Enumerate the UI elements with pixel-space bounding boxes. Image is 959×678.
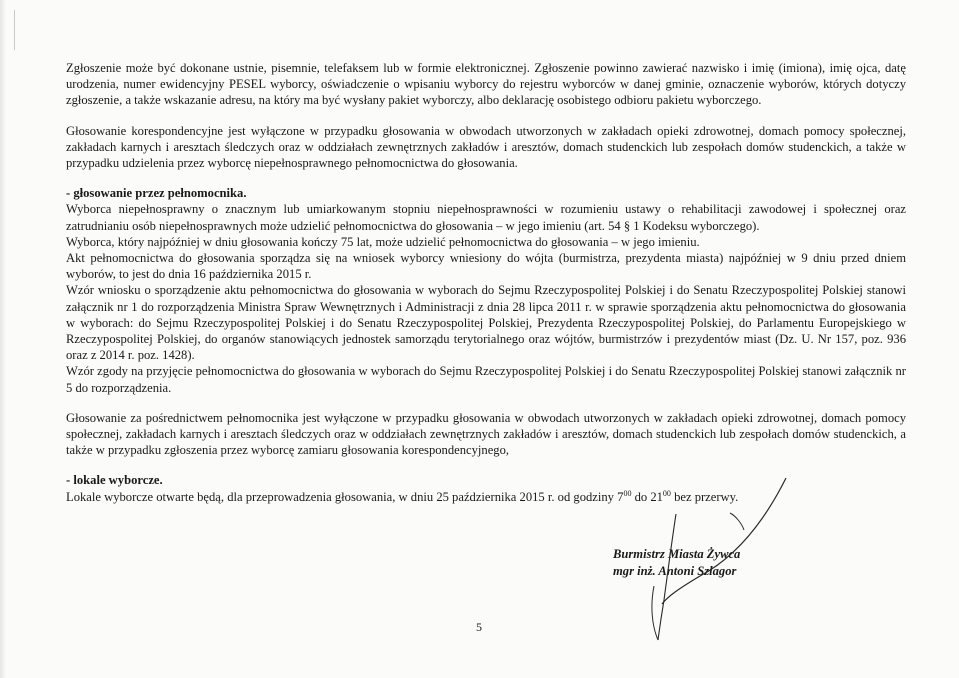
closing-minutes-superscript: 00 — [662, 488, 671, 498]
proxy-paragraph: Wyborca niepełnosprawny o znacznym lub umiarkowanym stopniu niepełnosprawności w rozumieniu ustawy o rehabilitacji zawodowej i społecznej oraz zatrudnianiu osób niepełnosprawnych może udzielić pełnomocnictwa do głosowania – w jego imieniu (art. 54 § 1 Kodeksu wyborczego). — [66, 202, 906, 233]
section-heading-proxy: - głosowanie przez pełnomocnika. — [66, 186, 247, 201]
section-heading-polling-stations: - lokale wyborcze. — [66, 473, 163, 488]
signature-stroke-main — [662, 478, 786, 604]
signatory-name: mgr inż. Antoni Szlagor — [613, 564, 737, 578]
polling-hours-text: Lokale wyborcze otwarte będą, dla przeprowadzenia głosowania, w dniu 25 października 2015 r. od godziny 7 — [66, 489, 624, 504]
proxy-paragraph: Wzór zgody na przyjęcie pełnomocnictwa do głosowania w wyborach do Sejmu Rzeczypospolitej Polskiej i do Senatu Rzeczypospolitej Polskiej stanowi załącznik nr 5 do rozporządzenia. — [66, 364, 906, 395]
signatory-title: Burmistrz Miasta Żywca — [613, 547, 741, 561]
paragraph-proxy-exclusion: Głosowanie za pośrednictwem pełnomocnika jest wyłączone w przypadku głosowania w obwodach utworzonych w zakładach opieki zdrowotnej, domach pomocy społecznej, zakładach karnych i aresztach śledczych oraz w oddziałach zewnętrznych zakładów i aresztów, domach studenckich lub zespołach domów studenckich, a także w przypadku zgłoszenia przez wyborcę zamiaru głosowania korespondencyjnego, — [66, 410, 906, 458]
polling-hours-middle: do 21 — [631, 489, 663, 504]
paragraph-application-contents: Zgłoszenie może być dokonane ustnie, pisemnie, telefaksem lub w formie elektronicznej. Zgłoszenie powinno zawierać nazwisko i imię (imiona), imię ojca, datę urodzenia, numer ewidencyjny PESEL wyborcy, oświadczenie o wpisaniu wyborcy do rejestru wyborców w danej gminie, oznaczenie wyborów, których dotyczy zgłoszenie, a także wskazanie adresu, na który ma być wysłany pakiet wyborczy, albo deklarację osobistego odbioru pakietu wyborczego. — [66, 61, 906, 108]
proxy-paragraph: Wzór wniosku o sporządzenie aktu pełnomocnictwa do głosowania w wyborach do Sejmu Rzeczypospolitej Polskiej i do Senatu Rzeczypospolitej Polskiej stanowi załącznik nr 1 do rozporządzenia Ministra Spraw Wewnętrznych i Administracji z dnia 28 lipca 2011 r. w sprawie sporządzenia aktu pełnomocnictwa do głosowania w wyborach: do Sejmu Rzeczypospolitej Polskiej i do Senatu Rzeczypospolitej Polskiej, Prezydenta Rzeczypospolitej Polskiej, do Parlamentu Europejskiego w Rzeczypospolitej Polskiej, do organów stanowiących jednostek samorządu terytorialnego oraz wójtów, burmistrzów i prezydentów miast (Dz. U. Nr 157, poz. 936 oraz z 2014 r. poz. 1428). — [66, 283, 906, 363]
proxy-paragraph: Wyborca, który najpóźniej w dniu głosowania kończy 75 lat, może udzielić pełnomocnictwa do głosowania – w jego imieniu. — [66, 234, 700, 249]
signature-stroke-tail — [730, 513, 744, 530]
proxy-paragraph: Akt pełnomocnictwa do głosowania sporządza się na wniosek wyborcy wniesiony do wójta (burmistrza, prezydenta miasta) najpóźniej w 9 dniu przed dniem wyborów, to jest do dnia 16 października 2015 r. — [66, 251, 906, 282]
polling-hours-end: bez przerwy. — [670, 489, 739, 504]
paragraph-correspondence-exclusion: Głosowanie korespondencyjne jest wyłączone w przypadku głosowania w obwodach utworzonych w zakładach opieki zdrowotnej, domach pomocy społecznej, zakładach karnych i aresztach śledczych oraz w oddziałach zewnętrznych zakładów i aresztów, domach studenckich lub zespołach domów studenckich, a także w przypadku udzielenia przez wyborcę niepełnosprawnego pełnomocnictwa do głosowania. — [66, 123, 906, 171]
opening-minutes-superscript: 00 — [623, 488, 632, 498]
signature-stroke-hook — [652, 586, 658, 640]
page-number: 5 — [476, 620, 482, 634]
signature-stroke-vertical — [658, 514, 676, 640]
